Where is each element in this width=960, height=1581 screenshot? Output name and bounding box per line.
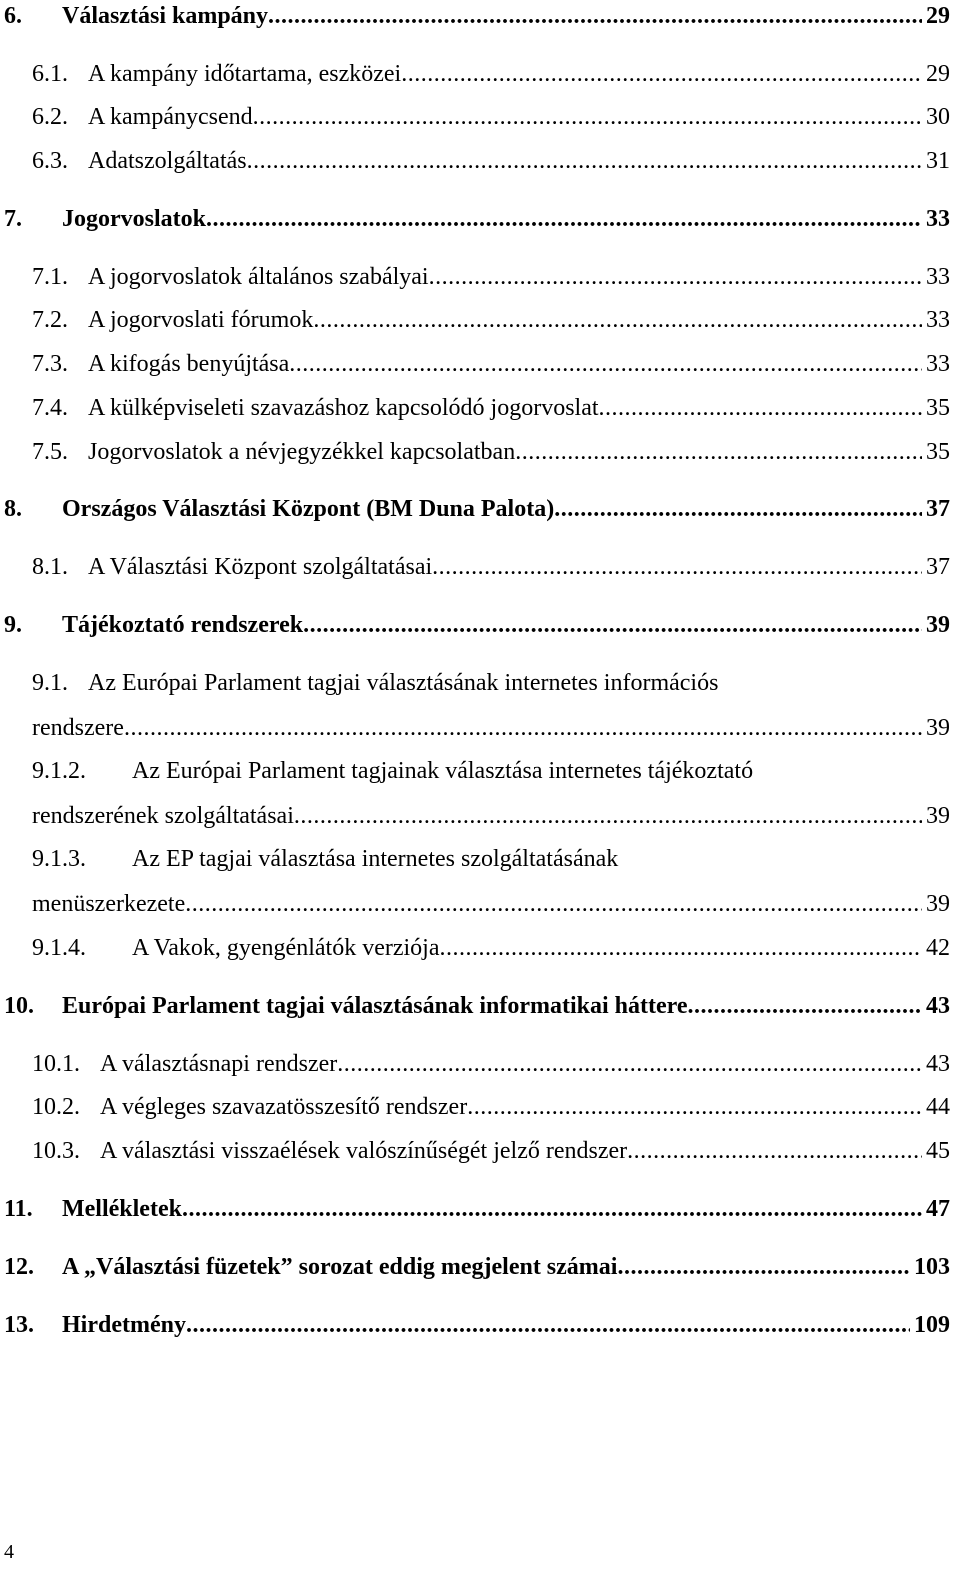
toc-entry-title: rendszerének szolgáltatásai: [32, 803, 294, 829]
toc-entry[interactable]: [0, 203, 950, 235]
toc-entry[interactable]: [0, 348, 950, 380]
dot-leader: [185, 888, 922, 920]
page-number: 4: [4, 1541, 14, 1563]
toc-entry[interactable]: [0, 1251, 950, 1283]
toc-entry[interactable]: [0, 888, 950, 920]
toc-entry-page: 33: [926, 264, 950, 290]
toc-entry-title: menüszerkezete: [32, 891, 186, 917]
toc-entry-page: 31: [926, 148, 950, 174]
dot-leader: [599, 392, 922, 424]
toc-entry[interactable]: [0, 0, 950, 32]
toc-entry[interactable]: [0, 145, 950, 177]
toc-entry-page: 47: [926, 1196, 950, 1222]
toc-entry[interactable]: [0, 304, 950, 336]
toc-entry-number: 9.1.2.: [32, 758, 86, 784]
toc-entry-page: 37: [926, 496, 950, 522]
toc-entry-number: 13.: [4, 1312, 34, 1338]
toc-entry-title: Választási kampány: [62, 3, 269, 29]
toc-entry-title: A kifogás benyújtása: [88, 351, 290, 377]
toc-entry-page: 29: [926, 61, 950, 87]
toc-entry[interactable]: [0, 493, 950, 525]
toc-entry-title: Tájékoztató rendszerek: [62, 612, 304, 638]
dot-leader: [303, 609, 922, 641]
toc-entry-page: 39: [926, 612, 950, 638]
toc-entry-number: 10.3.: [32, 1138, 80, 1164]
dot-leader: [554, 493, 922, 525]
toc-entry-title: Jogorvoslatok a névjegyzékkel kapcsolatban: [88, 439, 516, 465]
toc-entry-title: Országos Választási Központ (BM Duna Palota): [62, 496, 555, 522]
toc-entry-number: 9.: [4, 612, 22, 638]
toc-entry-number: 10.: [4, 993, 34, 1019]
toc-entry-page: 35: [926, 439, 950, 465]
toc-entry-number: 6.3.: [32, 148, 68, 174]
toc-entry[interactable]: [0, 551, 950, 583]
dot-leader: [294, 800, 922, 832]
toc-entry-number: 9.1.: [32, 670, 68, 696]
toc-entry-number: 8.: [4, 496, 22, 522]
toc-entry-page: 35: [926, 395, 950, 421]
dot-leader: [182, 1193, 922, 1225]
dot-leader: [206, 203, 922, 235]
toc-entry-number: 6.2.: [32, 104, 68, 130]
toc-entry-page: 43: [926, 1051, 950, 1077]
toc-entry-title: A végleges szavazatösszesítő rendszer: [100, 1094, 468, 1120]
toc-entry[interactable]: [0, 609, 950, 641]
toc-entry-page: 33: [926, 351, 950, 377]
toc-entry-page: 39: [926, 715, 950, 741]
toc-entry-page: 44: [926, 1094, 950, 1120]
dot-leader: [247, 145, 922, 177]
toc-entry-page: 45: [926, 1138, 950, 1164]
toc-entry[interactable]: [0, 1091, 950, 1123]
dot-leader: [313, 304, 922, 336]
toc-entry-title-line1: Az Európai Parlament tagjai választásának internetes információs: [88, 670, 719, 696]
toc-entry-title: rendszere: [32, 715, 124, 741]
toc-entry-page: 30: [926, 104, 950, 130]
toc-entry-page: 29: [926, 3, 950, 29]
toc-entry-title: A választási visszaélések valószínűségét jelző rendszer: [100, 1138, 628, 1164]
dot-leader: [124, 712, 922, 744]
toc-entry-number: 7.5.: [32, 439, 68, 465]
dot-leader: [186, 1309, 910, 1341]
toc-entry[interactable]: [0, 932, 950, 964]
toc-entry-title: Európai Parlament tagjai választásának informatikai háttere: [62, 993, 688, 1019]
toc-entry[interactable]: [0, 1309, 950, 1341]
toc-entry-number: 9.1.3.: [32, 846, 86, 872]
toc-entry-title-line1: Az EP tagjai választása internetes szolgáltatásának: [132, 846, 619, 872]
toc-entry[interactable]: [0, 1193, 950, 1225]
toc-entry-page: 39: [926, 891, 950, 917]
toc-entry[interactable]: [0, 990, 950, 1022]
toc-entry-title: A Választási Központ szolgáltatásai: [88, 554, 433, 580]
toc-entry-number: 11.: [4, 1196, 33, 1222]
toc-entry-title: Adatszolgáltatás: [88, 148, 247, 174]
toc-entry[interactable]: [0, 800, 950, 832]
toc-entry-title: A jogorvoslati fórumok: [88, 307, 314, 333]
toc-entry-title-line1: Az Európai Parlament tagjainak választása internetes tájékoztató: [132, 758, 754, 784]
toc-entry-title: A kampánycsend: [88, 104, 253, 130]
toc-entry[interactable]: [0, 1048, 950, 1080]
toc-entry-page: 42: [926, 935, 950, 961]
toc-entry-title: A jogorvoslatok általános szabályai: [88, 264, 429, 290]
toc-entry-number: 12.: [4, 1254, 34, 1280]
toc-entry-page: 109: [914, 1312, 950, 1338]
toc-entry-title: A kampány időtartama, eszközei: [88, 61, 402, 87]
dot-leader: [337, 1048, 922, 1080]
toc-entry-title: A „Választási füzetek” sorozat eddig megjelent számai: [62, 1254, 618, 1280]
dot-leader: [467, 1091, 922, 1123]
toc-entry-number: 7.: [4, 206, 22, 232]
dot-leader: [627, 1135, 922, 1167]
toc-entry-page: 37: [926, 554, 950, 580]
dot-leader: [617, 1251, 910, 1283]
toc-entry-number: 9.1.4.: [32, 935, 86, 961]
dot-leader: [439, 932, 922, 964]
toc-entry-page: 39: [926, 803, 950, 829]
toc-entry-title: A Vakok, gyengénlátók verziója: [132, 935, 440, 961]
toc-entry[interactable]: [0, 261, 950, 293]
dot-leader: [429, 261, 922, 293]
toc-entry-title: A választásnapi rendszer: [100, 1051, 338, 1077]
toc-entry-number: 8.1.: [32, 554, 68, 580]
toc-entry-firstline: [0, 755, 950, 787]
toc-entry[interactable]: [0, 101, 950, 133]
toc-entry-page: 33: [926, 307, 950, 333]
toc-entry[interactable]: [0, 58, 950, 90]
dot-leader: [401, 58, 922, 90]
toc-entry-number: 7.3.: [32, 351, 68, 377]
toc-entry-title: A külképviseleti szavazáshoz kapcsolódó jogorvoslat: [88, 395, 599, 421]
toc-entry-number: 6.1.: [32, 61, 68, 87]
toc-entry[interactable]: [0, 436, 950, 468]
toc-entry-number: 7.4.: [32, 395, 68, 421]
toc-entry-firstline: [0, 667, 950, 699]
toc-entry-page: 43: [926, 993, 950, 1019]
toc-entry[interactable]: [0, 712, 950, 744]
toc-entry-title: Jogorvoslatok: [62, 206, 206, 232]
toc-entry-page: 33: [926, 206, 950, 232]
dot-leader: [289, 348, 922, 380]
toc-entry[interactable]: [0, 1135, 950, 1167]
dot-leader: [432, 551, 922, 583]
dot-leader: [253, 101, 922, 133]
dot-leader: [515, 436, 922, 468]
toc-entry-firstline: [0, 843, 950, 875]
toc-entry[interactable]: [0, 392, 950, 424]
toc-entry-number: 7.2.: [32, 307, 68, 333]
dot-leader: [268, 0, 922, 32]
toc-entry-number: 7.1.: [32, 264, 68, 290]
toc-entry-title: Mellékletek: [62, 1196, 182, 1222]
toc-entry-title: Hirdetmény: [62, 1312, 186, 1338]
toc-entry-page: 103: [914, 1254, 950, 1280]
toc-entry-number: 10.1.: [32, 1051, 80, 1077]
toc-entry-number: 10.2.: [32, 1094, 80, 1120]
toc-entry-number: 6.: [4, 3, 22, 29]
dot-leader: [688, 990, 922, 1022]
